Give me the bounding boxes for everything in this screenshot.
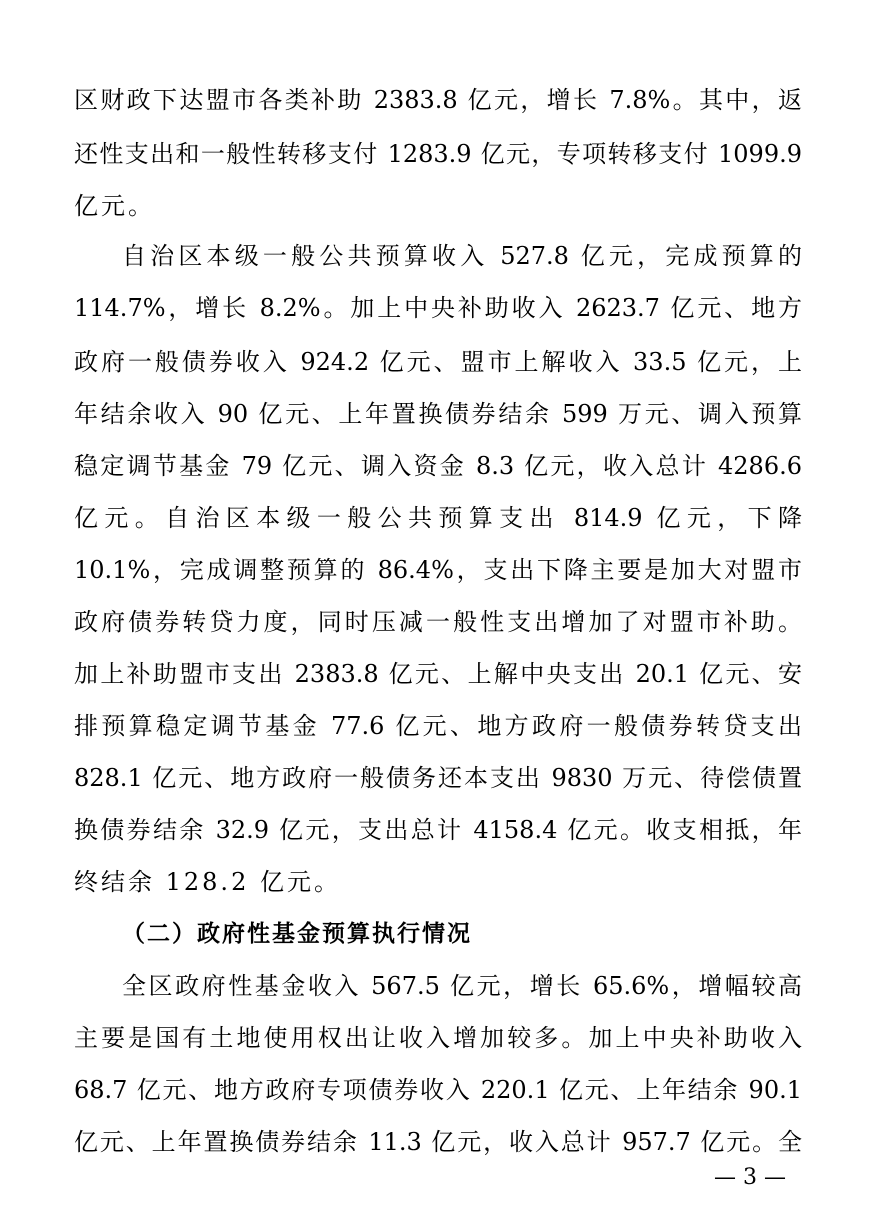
section-heading: （二）政府性基金预算执行情况 [122,921,472,947]
body-line: 稳定调节基金 79 亿元、调入资金 8.3 亿元，收入总计 4286.6 [74,452,802,480]
body-line: 政府一般债券收入 924.2 亿元、盟市上解收入 33.5 亿元，上 [74,348,802,376]
body-line: 114.7%，增长 8.2%。加上中央补助收入 2623.7 亿元、地方 [74,294,802,322]
body-line: 年结余收入 90 亿元、上年置换债券结余 599 万元、调入预算 [74,400,802,428]
body-line: 全区政府性基金收入 567.5 亿元，增长 65.6%，增幅较高 [122,972,802,1000]
body-line: 亿元。 [74,192,155,220]
body-line: 自治区本级一般公共预算收入 527.8 亿元，完成预算的 [122,242,802,270]
body-line: 排预算稳定调节基金 77.6 亿元、地方政府一般债券转贷支出 [74,712,802,740]
body-line: 亿元。自治区本级一般公共预算支出 814.9 亿元，下降 [74,504,802,532]
body-line: 亿元、上年置换债券结余 11.3 亿元，收入总计 957.7 亿元。全 [74,1128,802,1156]
body-line: 828.1 亿元、地方政府一般债务还本支出 9830 万元、待偿债置 [74,764,802,792]
page-number: — 3 — [714,1165,786,1190]
body-line: 主要是国有土地使用权出让收入增加较多。加上中央补助收入 [74,1024,802,1052]
body-line: 终结余 128.2 亿元。 [74,868,341,896]
body-line: 加上补助盟市支出 2383.8 亿元、上解中央支出 20.1 亿元、安 [74,660,802,688]
body-line: 政府债券转贷力度，同时压减一般性支出增加了对盟市补助。 [74,608,802,636]
body-line: 68.7 亿元、地方政府专项债券收入 220.1 亿元、上年结余 90.1 [74,1076,802,1104]
body-line: 还性支出和一般性转移支付 1283.9 亿元，专项转移支付 1099.9 [74,140,802,168]
body-line: 换债券结余 32.9 亿元，支出总计 4158.4 亿元。收支相抵，年 [74,816,802,844]
body-line: 区财政下达盟市各类补助 2383.8 亿元，增长 7.8%。其中，返 [74,86,802,114]
body-line: 10.1%，完成调整预算的 86.4%，支出下降主要是加大对盟市 [74,556,802,584]
